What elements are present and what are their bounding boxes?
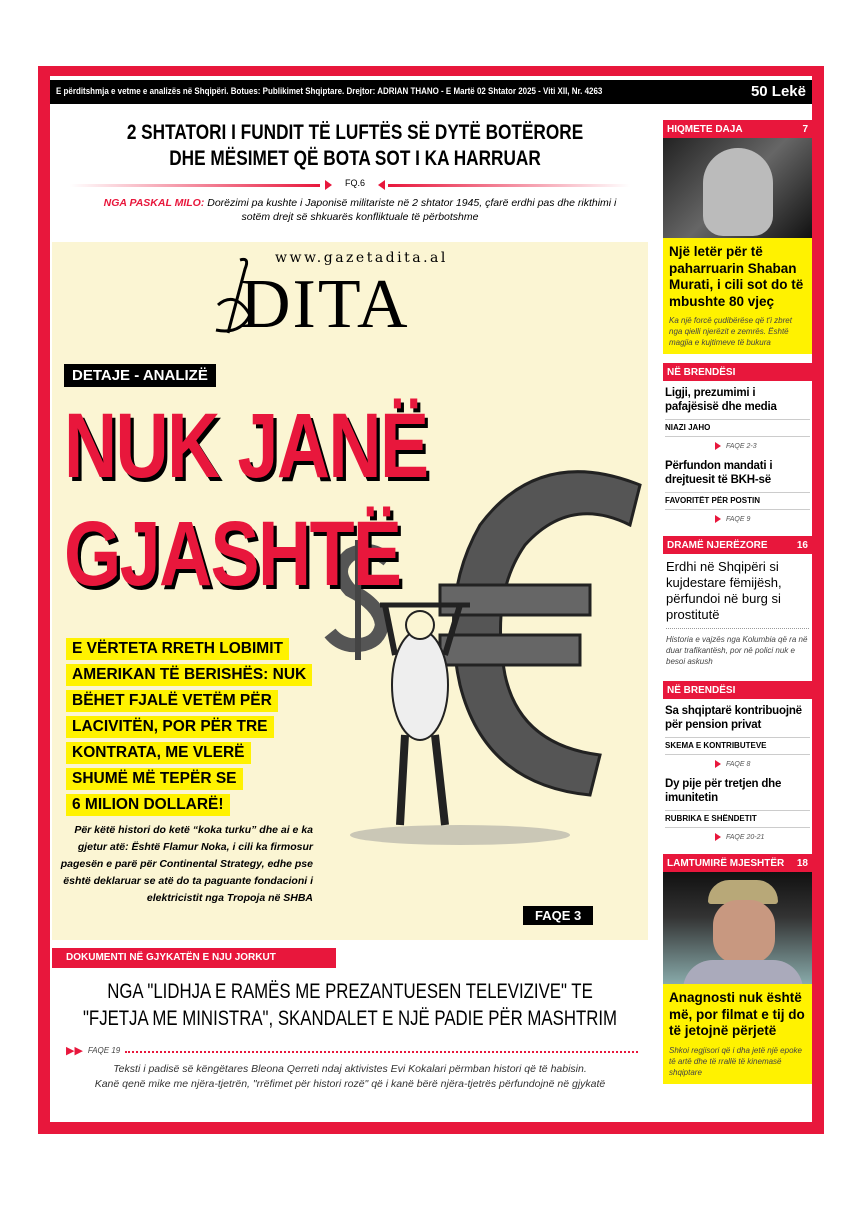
item-page [665, 755, 810, 772]
top-story-lede [100, 196, 620, 224]
arrow-right-icon [715, 442, 721, 450]
highlight-line: 6 MILION DOLLARË! [66, 794, 230, 816]
portrait-photo [663, 872, 812, 984]
item-byline: SKEMA E KONTRIBUTEVE [665, 737, 810, 755]
section-tag: DETAJE - ANALIZË [64, 364, 216, 387]
highlight-line: LACIVITËN, POR PËR TRE [66, 716, 274, 738]
highlight-subheadline [66, 638, 346, 820]
item-title: Dy pije për tretjen dhe imunitetin [665, 778, 782, 804]
euro-bar [440, 635, 580, 665]
list-item[interactable] [663, 454, 812, 527]
item-byline: NIAZI JAHO [665, 419, 810, 437]
list-item[interactable] [663, 699, 812, 772]
section-header [663, 536, 812, 554]
logo-url: www.gazetadita.al [275, 250, 448, 266]
double-arrow-icon: ▶▶ [66, 1045, 83, 1057]
main-quote: Për këtë histori do ketë “koka turku” dhe ai e ka gjetur atë: Është Flamur Noka, i cili ka firmosur pagesën e parë për Continental Strategy, edhe pse është deklaruar se atë do ta paguante fondacioni i elektricistit nga Tropoja në SHBA [60, 824, 313, 904]
euro-bar [440, 585, 590, 615]
card-body [663, 984, 812, 1084]
item-page [665, 437, 810, 454]
portrait-photo [663, 138, 812, 238]
section-header [663, 681, 812, 699]
section-header [663, 120, 812, 138]
page-text: FAQE 20-21 [726, 834, 765, 841]
section-label: HIQMETE DAJA [667, 123, 743, 135]
top-story-headline[interactable] [68, 120, 642, 172]
price: 50 Lekë [750, 83, 806, 100]
card-title: Një letër për të paharruarin Shaban Murati, i cili sot do të mbushte 80 vjeç [669, 244, 804, 309]
doc-subtitle [55, 1062, 645, 1092]
page-text: FAQE 8 [726, 761, 751, 768]
section-label: NË BRENDËSI [667, 684, 736, 696]
section-page: 7 [802, 123, 808, 135]
page-ref[interactable] [66, 1044, 638, 1057]
page-ref-text: FAQE 19 [87, 1046, 121, 1055]
masthead-info: E përditshmja e vetme e analizës në Shqipëri. Botues: Publikimet Shqiptare. Drejtor: ADRIAN THANO - E Martë 02 Shtator 2025 - Viti XII, Nr. 4263 [56, 86, 603, 97]
headline-line: DHE MËSIMET QË BOTA SOT I KA HARRUAR [169, 147, 541, 170]
item-page [665, 828, 810, 845]
section-page: 16 [796, 539, 808, 551]
sidebar-card-drame[interactable] [663, 536, 812, 672]
dotted-divider [125, 1051, 638, 1053]
item-page [665, 510, 810, 527]
highlight-line: AMERIKAN TË BERISHËS: NUK [66, 664, 312, 686]
item-byline: RUBRIKA E SHËNDETIT [665, 810, 810, 828]
author: NGA PASKAL MILO: [103, 197, 205, 209]
lede-text: Dorëzimi pa kushte i Japonisë militariste në 2 shtator 1945, çfarë erdhi pas dhe rikthimi i sotëm drejt së shkuarës konfliktuale të përbotshme [204, 197, 617, 223]
subtitle-line: Teksti i padisë së këngëtares Bleona Qerreti ndaj aktivistes Evi Kokalari përmban histori që të habisin. [113, 1063, 587, 1075]
sidebar-inside-2 [663, 681, 812, 845]
item-title: Sa shqiptarë kontribuojnë për pension privat [665, 705, 802, 731]
logo-name: DITA [240, 266, 410, 343]
card-title: Anagnosti nuk është më, por filmat e tij do të jetojnë përjetë [669, 990, 805, 1038]
section-tag: DOKUMENTI NË GJYKATËN E NJU JORKUT [52, 948, 336, 968]
page-ref-line [70, 178, 630, 192]
item-title: Ligji, prezumimi i pafajësisë dhe media [665, 387, 777, 413]
section-page: 18 [796, 857, 808, 869]
headline-line: NUK JANË [64, 395, 428, 497]
highlight-line: BËHET FJALË VETËM PËR [66, 690, 278, 712]
headline-line: GJASHTË [64, 503, 401, 605]
masthead-bar [50, 80, 812, 104]
subtitle-line: Kanë qenë mike me njëra-tjetrën, "rrëfimet për histori rozë" që i kanë bërë njëra-tjetrës përfundojnë në gjykatë [94, 1078, 606, 1090]
list-item[interactable] [663, 772, 812, 845]
section-header [663, 854, 812, 872]
sidebar-card-lamtumire[interactable] [663, 854, 812, 1084]
sidebar-card-daja[interactable] [663, 120, 812, 354]
page-ref: FQ.6 [344, 178, 365, 188]
doc-headline[interactable] [54, 978, 646, 1032]
headline-line: 2 SHTATORI I FUNDIT TË LUFTËS SË DYTË BOTËRORE [126, 121, 584, 144]
page-text: FAQE 9 [726, 516, 751, 523]
card-subtitle: Ka një forcë çudibërëse që t'i zbret nga qielli njerëzit e zemrës. Është magjia e kujtimeve të bukura [669, 316, 792, 347]
section-label: NË BRENDËSI [667, 366, 736, 378]
page-text: FAQE 2-3 [726, 443, 757, 450]
headline-line: "FJETJA ME MINISTRA", SKANDALET E NJË PADIE PËR MASHTRIM [82, 1007, 618, 1030]
page-ref-badge[interactable]: FAQE 3 [523, 906, 593, 925]
section-label: LAMTUMIRË MJESHTËR [667, 857, 785, 869]
card-body [663, 238, 812, 354]
card-subtitle: Shkoi regjisori që i dha jetë një epoke të artë dhe të rrallë të kinemasë shqiptare [669, 1045, 802, 1077]
list-item[interactable] [663, 381, 812, 454]
euro-sign-drawing [453, 472, 640, 795]
logo[interactable] [210, 250, 500, 342]
card-subtitle: Historia e vajzës nga Kolumbia që ra në duar trafikantësh, por në polici nuk e besoi askush [666, 635, 808, 666]
section-label: DRAMË NJERËZORE [667, 539, 768, 551]
card-title: Erdhi në Shqipëri si kujdestare fëmijësh, përfundoi në burg si prostitutë [666, 559, 809, 629]
main-headline[interactable] [64, 392, 427, 608]
sidebar [663, 120, 812, 1084]
item-byline: FAVORITËT PËR POSTIN [665, 492, 810, 510]
highlight-line: KONTRATA, ME VLERË [66, 742, 251, 764]
highlight-line: E VËRTETA RRETH LOBIMIT [66, 638, 289, 660]
arrow-left-icon [378, 180, 385, 190]
arrow-right-icon [325, 180, 332, 190]
item-title: Përfundon mandati i drejtuesit të BKH-së [665, 460, 773, 486]
sidebar-inside-1 [663, 363, 812, 527]
arrow-right-icon [715, 833, 721, 841]
headline-line: NGA "LIDHJA E RAMËS ME PREZANTUESEN TELEVIZIVE" TE [107, 980, 593, 1003]
section-header [663, 363, 812, 381]
arrow-right-icon [715, 515, 721, 523]
highlight-line: SHUMË MË TEPËR SE [66, 768, 243, 790]
arrow-right-icon [715, 760, 721, 768]
